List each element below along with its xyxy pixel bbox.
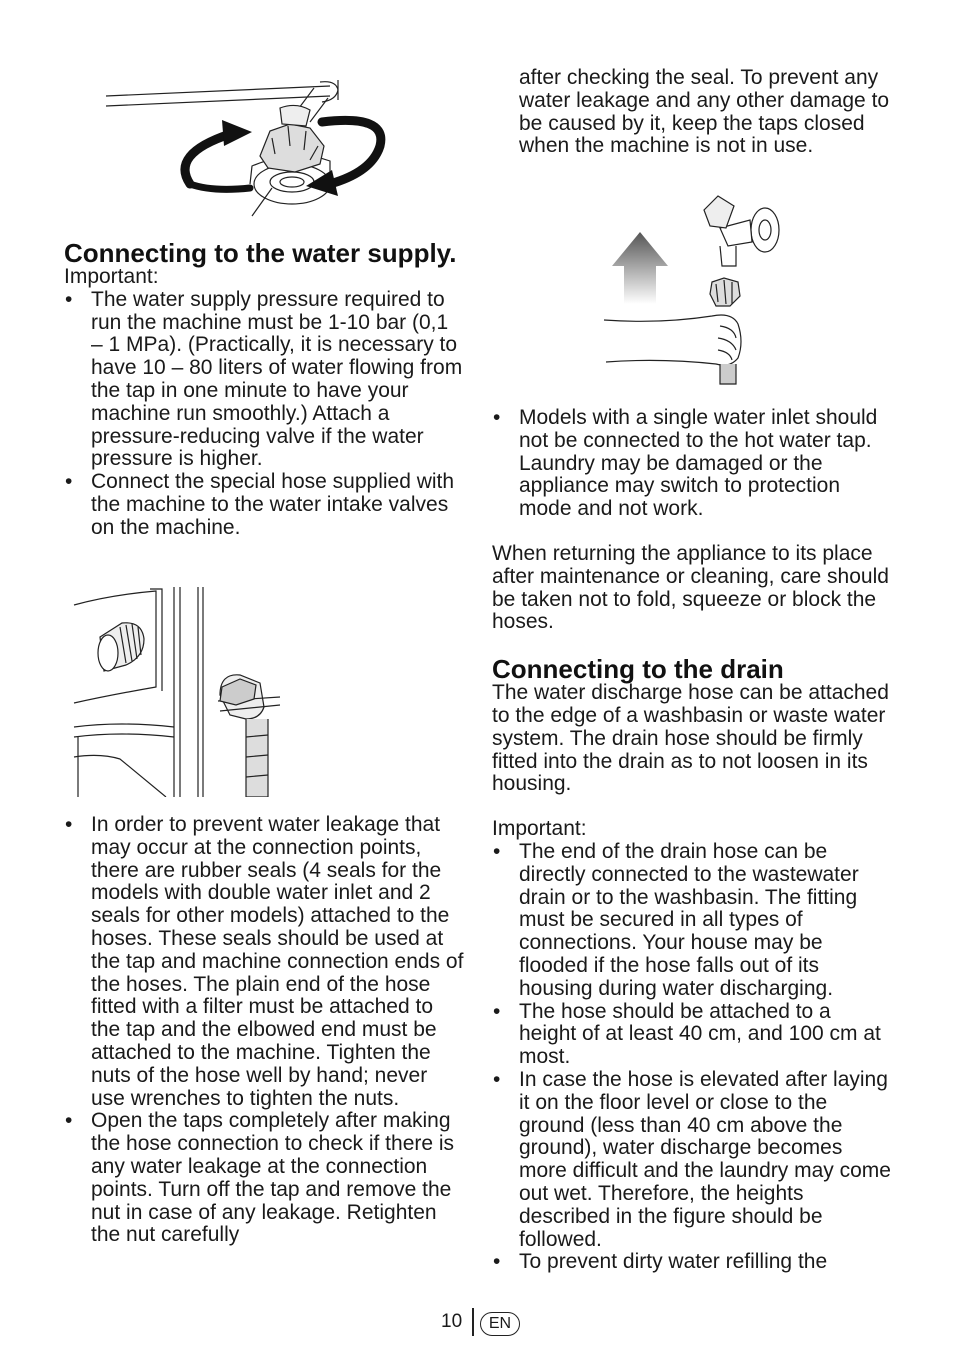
list-item: • The hose should be attached to a height of at least 40 cm, and 100 cm at most. <box>492 1001 892 1069</box>
important-label: Important: <box>492 817 587 841</box>
important-label: Important: <box>64 265 159 288</box>
drain-heading: Connecting to the drain <box>492 654 784 685</box>
right-column-main <box>492 407 892 1274</box>
drain-intro-paragraph: The water discharge hose can be attached to the edge of a washbasin or waste water system. The drain hose should be firmly fitted into the drain as to not loosen in its housing. <box>492 681 889 796</box>
water-supply-section-continued <box>64 814 464 1247</box>
language-badge: EN <box>480 1312 520 1336</box>
returning-paragraph: When returning the appliance to its place after maintenance or cleaning, care should be taken not to fold, squeeze or block the hoses. <box>492 541 889 634</box>
hot-water-bullets <box>492 407 892 521</box>
water-supply-bullets <box>64 289 464 540</box>
footer-divider <box>472 1308 474 1336</box>
list-item: • Connect the special hose supplied with the machine to the water intake valves on the machine. <box>64 471 464 539</box>
list-item: • In order to prevent water leakage that may occur at the connection points, there are rubber seals (4 seals for the models with double water inlet and 2 seals for other models) attached to the hoses. These seals should be used at the tap and machine connection ends of the hoses. The plain end of the hose fitted with a filter must be attached to the tap and the elbowed end must be attached to the machine. Tighten the nuts of the hose well by hand; never use wrenches to tighten the nuts. <box>64 814 464 1110</box>
tap-hose-hand-illustration <box>600 192 790 388</box>
list-item: • The water supply pressure required to run the machine must be 1-10 bar (0,1 – 1 MPa). (Practically, it is necessary to have 10 – 80 liters of water flowing from the tap in one minute to have your machine run smoothly.) Attach a pressure-reducing valve if the water pressure is higher. <box>64 289 464 471</box>
list-item: • To prevent dirty water refilling the <box>492 1251 892 1274</box>
drain-bullets <box>492 841 892 1274</box>
list-item: • The end of the drain hose can be directly connected to the wastewater drain or to the washbasin. The fitting must be secured in all types of connections. Your house may be flooded if the hose falls out of its housing during water discharging. <box>492 841 892 1001</box>
water-supply-heading: Connecting to the water supply. <box>64 238 457 268</box>
page-number: 10 <box>441 1311 463 1332</box>
page-footer <box>0 1308 954 1338</box>
continued-text <box>492 67 892 158</box>
seal-bullets <box>64 814 464 1247</box>
list-item: • Open the taps completely after making the hose connection to check if there is any water leakage at the connection points. Turn off the tap and remove the nut in case of any leakage. Retighten the nut carefully <box>64 1110 464 1247</box>
water-intake-valve-illustration <box>70 587 285 797</box>
hose-nut-tightening-illustration <box>100 76 400 221</box>
list-item: • Models with a single water inlet should not be connected to the hot water tap. Laundry may be damaged or the appliance may switch to protection mode and not work. <box>492 407 892 521</box>
list-item: • In case the hose is elevated after laying it on the floor level or close to the ground (less than 40 cm above the ground), water discharge becomes more difficult and the laundry may come out wet. Therefore, the heights described in the figure should be followed. <box>492 1069 892 1251</box>
water-supply-section <box>64 240 464 540</box>
continued-paragraph: after checking the seal. To prevent any water leakage and any other damage to be caused by it, keep the taps closed when the machine is not in use. <box>519 66 890 158</box>
